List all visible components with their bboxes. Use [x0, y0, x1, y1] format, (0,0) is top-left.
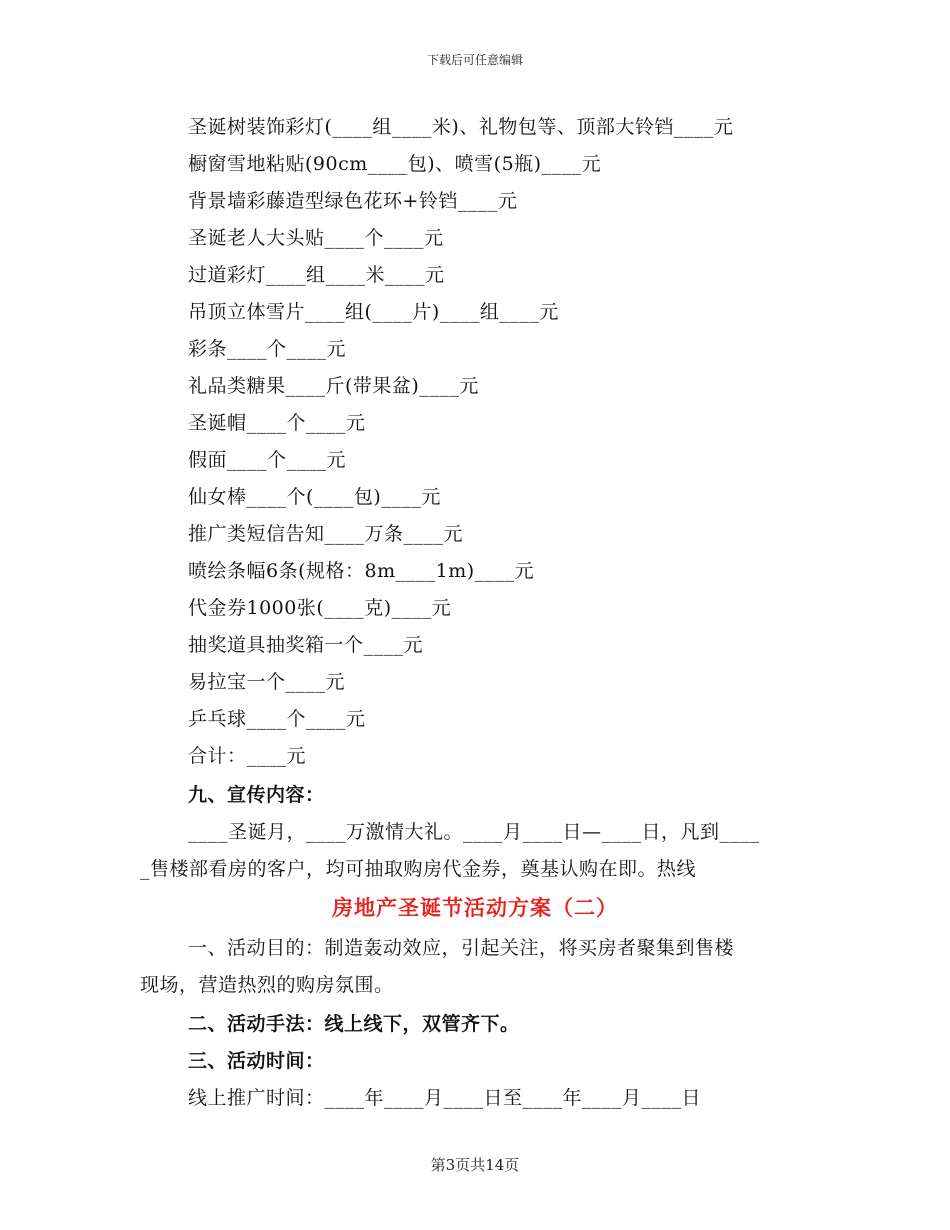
budget-line: 乒乓球____个____元	[188, 708, 366, 730]
budget-line: 代金券1000张(____克)____元	[188, 597, 452, 619]
budget-line: 仙女棒____个(____包)____元	[188, 486, 441, 508]
budget-line: 喷绘条幅6条(规格：8m____1m)____元	[188, 560, 535, 582]
method-heading: 二、活动手法：线上线下，双管齐下。	[188, 1013, 520, 1035]
budget-line: 推广类短信告知____万条____元	[188, 523, 464, 545]
page-footer: 第3页共14页	[430, 1156, 520, 1174]
budget-line: 圣诞树装饰彩灯(____组____米)、礼物包等、顶部大铃铛____元	[188, 116, 734, 138]
budget-line: 礼品类糖果____斤(带果盆)____元	[188, 375, 479, 397]
online-time-line: 线上推广时间：____年____月____日至____年____月____日	[188, 1087, 702, 1109]
budget-line: 橱窗雪地粘贴(90cm____包)、喷雪(5瓶)____元	[188, 153, 602, 175]
budget-line: 背景墙彩藤造型绿色花环+铃铛____元	[188, 190, 518, 212]
budget-line: 彩条____个____元	[188, 338, 347, 360]
goal-line-1: 一、活动目的：制造轰动效应，引起关注，将买房者聚集到售楼	[188, 937, 735, 959]
budget-line: 吊顶立体雪片____组(____片)____组____元	[188, 301, 559, 323]
budget-line: 圣诞帽____个____元	[188, 412, 366, 434]
budget-line: 圣诞老人大头贴____个____元	[188, 227, 444, 249]
budget-line: 易拉宝一个____元	[188, 671, 346, 693]
section-9-paragraph-line-1: ____圣诞月，____万激情大礼。____月____日—____日，凡到____	[188, 821, 760, 843]
budget-total-line: 合计：____元	[188, 745, 307, 767]
page-header: 下载后可任意编辑	[426, 53, 523, 67]
section-9-paragraph-line-2: _售楼部看房的客户，均可抽取购房代金券，奠基认购在即。热线	[140, 858, 697, 880]
budget-line: 抽奖道具抽奖箱一个____元	[188, 634, 424, 656]
goal-line-2: 现场，营造热烈的购房氛围。	[140, 974, 394, 996]
budget-line: 假面____个____元	[188, 449, 347, 471]
section-9-heading: 九、宣传内容：	[188, 784, 325, 806]
time-heading: 三、活动时间：	[188, 1050, 325, 1072]
plan-2-title: 房地产圣诞节活动方案（二）	[332, 896, 618, 920]
budget-line: 过道彩灯____组____米____元	[188, 264, 445, 286]
